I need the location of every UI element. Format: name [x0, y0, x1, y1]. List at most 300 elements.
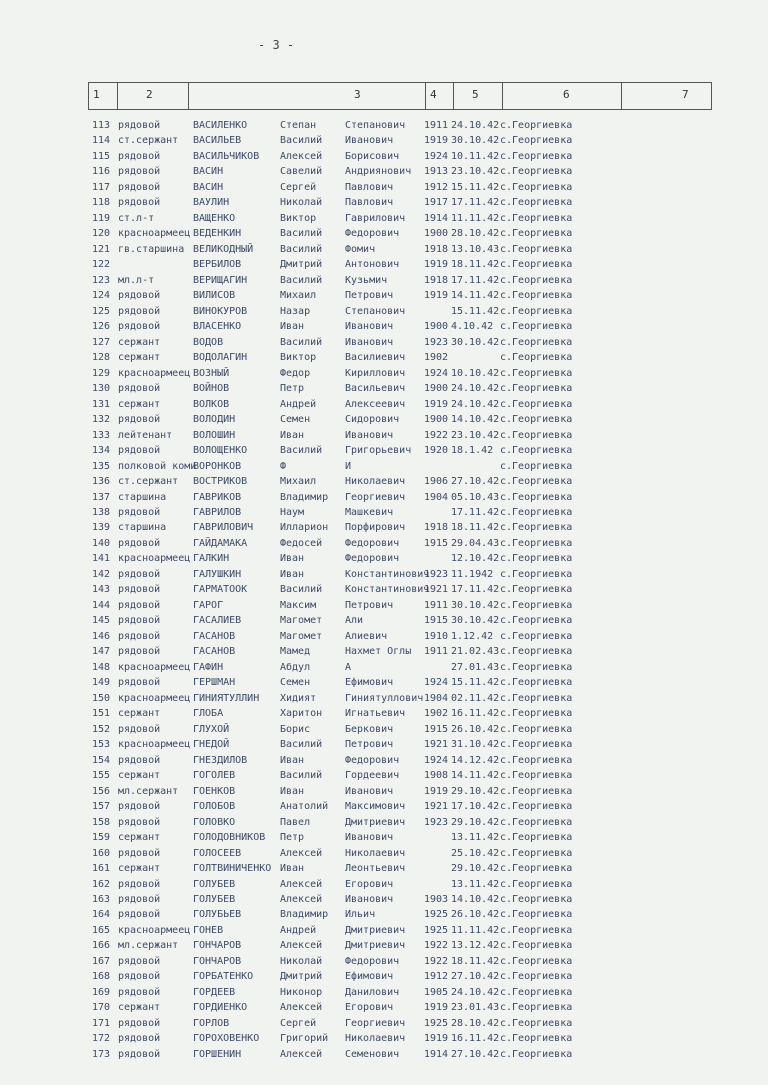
first-name: Алексей [280, 878, 323, 890]
surname: ГАВРИКОВ [193, 491, 242, 503]
row-number: 116 [92, 166, 111, 178]
table-row [0, 1047, 768, 1062]
rank: рядовой [118, 971, 161, 983]
death-date: 23.10.42 [451, 429, 500, 441]
row-number: 123 [92, 274, 111, 286]
burial-place: с.Георгиевка [500, 414, 573, 426]
burial-place: с.Георгиевка [500, 383, 573, 395]
birth-year: 1918 [424, 274, 449, 286]
table-row [0, 861, 768, 876]
death-date: 15.11.42 [451, 305, 500, 317]
burial-place: с.Георгиевка [500, 630, 573, 642]
surname: ВОЙНОВ [193, 383, 230, 395]
rank: рядовой [118, 166, 161, 178]
surname: ВОРОНКОВ [193, 460, 242, 472]
birth-year: 1915 [424, 723, 449, 735]
table-row [0, 304, 768, 319]
table-row [0, 149, 768, 164]
table-row [0, 428, 768, 443]
patronymic: Николаевич [345, 1033, 406, 1045]
row-number: 142 [92, 568, 111, 580]
row-number: 148 [92, 661, 111, 673]
birth-year: 1919 [424, 290, 449, 302]
table-row [0, 815, 768, 830]
burial-place: с.Георгиевка [500, 135, 573, 147]
rank: сержант [118, 770, 161, 782]
burial-place: с.Георгиевка [500, 692, 573, 704]
table-row [0, 722, 768, 737]
surname: ГАРОГ [193, 599, 224, 611]
patronymic: Сидорович [345, 414, 400, 426]
patronymic: Николаевич [345, 476, 406, 488]
table-row [0, 691, 768, 706]
rank: рядовой [118, 909, 161, 921]
patronymic: Максимович [345, 801, 406, 813]
death-date: 14.11.42 [451, 770, 500, 782]
surname: ВАСИЛЬЧИКОВ [193, 150, 260, 162]
first-name: Магомет [280, 615, 323, 627]
first-name: Алексей [280, 1048, 323, 1060]
burial-place: с.Георгиевка [500, 568, 573, 580]
death-date: 4.10.42 [451, 321, 494, 333]
death-date: 27.10.42 [451, 476, 500, 488]
patronymic: Игнатьевич [345, 708, 406, 720]
row-number: 128 [92, 352, 111, 364]
patronymic: Григорьевич [345, 445, 412, 457]
death-date: 18.11.42 [451, 955, 500, 967]
rank: красноармеец [118, 367, 191, 379]
surname: ВЕДЕНКИН [193, 228, 242, 240]
rank: мл.л-т [118, 274, 155, 286]
burial-place: с.Георгиевка [500, 181, 573, 193]
row-number: 134 [92, 445, 111, 457]
burial-place: с.Георгиевка [500, 336, 573, 348]
row-number: 159 [92, 832, 111, 844]
surname: ГАРМАТООК [193, 584, 248, 596]
birth-year: 1915 [424, 615, 449, 627]
surname: ГАСАНОВ [193, 646, 236, 658]
birth-year: 1922 [424, 955, 449, 967]
table-row [0, 381, 768, 396]
burial-place: с.Георгиевка [500, 599, 573, 611]
burial-place: с.Георгиевка [500, 212, 573, 224]
birth-year: 1921 [424, 584, 449, 596]
birth-year: 1904 [424, 491, 449, 503]
birth-year: 1900 [424, 383, 449, 395]
burial-place: с.Георгиевка [500, 321, 573, 333]
row-number: 125 [92, 305, 111, 317]
patronymic: Дмитриевич [345, 816, 406, 828]
patronymic: Кириллович [345, 367, 406, 379]
surname: ГОЛОДОВНИКОВ [193, 832, 266, 844]
table-row [0, 242, 768, 257]
surname: ВАЩЕНКО [193, 212, 236, 224]
surname: ВЕРБИЛОВ [193, 259, 242, 271]
birth-year: 1924 [424, 150, 449, 162]
death-date: 29.10.42 [451, 863, 500, 875]
death-date: 26.10.42 [451, 909, 500, 921]
birth-year: 1925 [424, 909, 449, 921]
birth-year: 1905 [424, 986, 449, 998]
death-date: 10.11.42 [451, 150, 500, 162]
rank: лейтенант [118, 429, 173, 441]
burial-place: с.Георгиевка [500, 166, 573, 178]
surname: ГОГОЛЕВ [193, 770, 236, 782]
patronymic: Иванович [345, 785, 394, 797]
burial-place: с.Георгиевка [500, 770, 573, 782]
birth-year: 1902 [424, 708, 449, 720]
row-number: 172 [92, 1033, 111, 1045]
patronymic: Иванович [345, 429, 394, 441]
rank: красноармеец [118, 661, 191, 673]
patronymic: Беркович [345, 723, 394, 735]
row-number: 127 [92, 336, 111, 348]
death-date: 18.1.42 [451, 445, 494, 457]
burial-place: с.Георгиевка [500, 367, 573, 379]
first-name: Петр [280, 832, 305, 844]
row-number: 144 [92, 599, 111, 611]
patronymic: Константинович [345, 584, 430, 596]
first-name: Виктор [280, 352, 317, 364]
patronymic: Ефимович [345, 677, 394, 689]
surname: ВАУЛИН [193, 197, 230, 209]
row-number: 157 [92, 801, 111, 813]
table-row [0, 846, 768, 861]
patronymic: Васильевич [345, 383, 406, 395]
surname: ВАСИЛЕНКО [193, 120, 248, 131]
patronymic: Федорович [345, 955, 400, 967]
first-name: Петр [280, 383, 305, 395]
rank: сержант [118, 398, 161, 410]
row-number: 173 [92, 1048, 111, 1060]
burial-place: с.Георгиевка [500, 986, 573, 998]
death-date: 27.10.42 [451, 1048, 500, 1060]
surname: ГОЛТВИНИЧЕНКО [193, 863, 272, 875]
table-row [0, 830, 768, 845]
death-date: 17.10.42 [451, 801, 500, 813]
table-row [0, 768, 768, 783]
first-name: Абдул [280, 661, 311, 673]
rank: рядовой [118, 305, 161, 317]
rank: рядовой [118, 986, 161, 998]
rank: красноармеец [118, 692, 191, 704]
first-name: Алексей [280, 1002, 323, 1014]
row-number: 118 [92, 197, 111, 209]
first-name: Михаил [280, 476, 317, 488]
burial-place: с.Георгиевка [500, 924, 573, 936]
birth-year: 1912 [424, 181, 449, 193]
table-row [0, 490, 768, 505]
death-date: 25.10.42 [451, 847, 500, 859]
burial-place: с.Георгиевка [500, 955, 573, 967]
burial-place: с.Георгиевка [500, 708, 573, 720]
rank: рядовой [118, 568, 161, 580]
row-number: 149 [92, 677, 111, 689]
first-name: Максим [280, 599, 317, 611]
rank: мл.сержант [118, 940, 179, 952]
burial-place: с.Георгиевка [500, 894, 573, 905]
table-row [0, 412, 768, 427]
death-date: 27.10.42 [451, 971, 500, 983]
patronymic: Данилович [345, 986, 400, 998]
burial-place: с.Георгиевка [500, 290, 573, 302]
patronymic: Петрович [345, 599, 394, 611]
table-row [0, 675, 768, 690]
death-date: 24.10.42 [451, 383, 500, 395]
table-row [0, 350, 768, 365]
birth-year: 1919 [424, 259, 449, 271]
table-row [0, 1016, 768, 1031]
burial-place: с.Георгиевка [500, 445, 573, 457]
first-name: Назар [280, 305, 311, 317]
row-number: 136 [92, 476, 111, 488]
surname: ВАСИЛЬЕВ [193, 135, 242, 147]
first-name: Магомет [280, 630, 323, 642]
patronymic: Семенович [345, 1048, 400, 1060]
death-date: 29.10.42 [451, 785, 500, 797]
birth-year: 1902 [424, 352, 449, 364]
death-date: 28.10.42 [451, 1017, 500, 1029]
surname: ГОЛУБЬЕВ [193, 909, 242, 921]
table-header [88, 82, 712, 110]
surname: ВОЛОЩЕНКО [193, 445, 248, 457]
header-col-1: 1 [93, 88, 100, 101]
rank: старшина [118, 522, 167, 534]
rank: ст.сержант [118, 476, 179, 488]
birth-year: 1918 [424, 522, 449, 534]
death-date: 27.01.43 [451, 661, 500, 673]
death-date: 17.11.42 [451, 197, 500, 209]
death-date: 12.10.42 [451, 553, 500, 565]
death-date: 16.11.42 [451, 708, 500, 720]
burial-place: с.Георгиевка [500, 878, 573, 890]
table-row [0, 985, 768, 1000]
row-number: 137 [92, 491, 111, 503]
first-name: Наум [280, 507, 305, 518]
table-row [0, 892, 768, 907]
first-name: Никонор [280, 986, 323, 998]
table-row [0, 799, 768, 814]
birth-year: 1914 [424, 212, 449, 224]
burial-place: с.Георгиевка [500, 460, 573, 472]
surname: ВОЛОШИН [193, 429, 236, 441]
surname: ВАСИН [193, 166, 224, 178]
table-row [0, 567, 768, 582]
table-row [0, 211, 768, 226]
burial-place: с.Георгиевка [500, 816, 573, 828]
surname: ГНЕДОЙ [193, 739, 230, 751]
table-row [0, 474, 768, 489]
burial-place: с.Георгиевка [500, 429, 573, 441]
burial-place: с.Георгиевка [500, 1017, 573, 1029]
surname: ГОРДИЕНКО [193, 1002, 248, 1014]
row-number: 164 [92, 909, 111, 921]
death-date: 13.11.42 [451, 832, 500, 844]
patronymic: Али [345, 615, 364, 627]
birth-year: 1913 [424, 166, 449, 178]
table-row [0, 366, 768, 381]
row-number: 156 [92, 785, 111, 797]
first-name: Василий [280, 584, 323, 596]
first-name: Федосей [280, 537, 323, 549]
patronymic: Дмитриевич [345, 924, 406, 936]
patronymic: Николаевич [345, 847, 406, 859]
burial-place: с.Георгиевка [500, 754, 573, 766]
burial-place: с.Георгиевка [500, 801, 573, 813]
burial-place: с.Георгиевка [500, 352, 573, 364]
first-name: Василий [280, 228, 323, 240]
patronymic: Ефимович [345, 971, 394, 983]
death-date: 31.10.42 [451, 739, 500, 751]
birth-year: 1911 [424, 599, 449, 611]
birth-year: 1904 [424, 692, 449, 704]
death-date: 15.11.42 [451, 677, 500, 689]
surname: ВЕРИЩАГИН [193, 274, 248, 286]
burial-place: с.Георгиевка [500, 832, 573, 844]
death-date: 14.11.42 [451, 290, 500, 302]
first-name: Василий [280, 243, 323, 255]
rank: ст.л-т [118, 212, 155, 224]
burial-place: с.Георгиевка [500, 863, 573, 875]
birth-year: 1908 [424, 770, 449, 782]
burial-place: с.Георгиевка [500, 1048, 573, 1060]
table-row [0, 660, 768, 675]
table-row [0, 629, 768, 644]
death-date: 24.10.42 [451, 120, 500, 131]
burial-place: с.Георгиевка [500, 476, 573, 488]
first-name: Иван [280, 863, 305, 875]
burial-place: с.Георгиевка [500, 305, 573, 317]
row-number: 130 [92, 383, 111, 395]
rank: ст.сержант [118, 135, 179, 147]
surname: ГОЛОВКО [193, 816, 236, 828]
row-number: 168 [92, 971, 111, 983]
first-name: Семен [280, 677, 311, 689]
surname: ГАФИН [193, 661, 224, 673]
first-name: Семен [280, 414, 311, 426]
row-number: 131 [92, 398, 111, 410]
burial-place: с.Георгиевка [500, 274, 573, 286]
table-row [0, 118, 768, 133]
first-name: Алексей [280, 894, 323, 905]
rank: рядовой [118, 615, 161, 627]
patronymic: Андриянович [345, 166, 412, 178]
table-row [0, 443, 768, 458]
table-row [0, 1031, 768, 1046]
death-date: 11.11.42 [451, 212, 500, 224]
burial-place: с.Георгиевка [500, 661, 573, 673]
rank: рядовой [118, 150, 161, 162]
row-number: 161 [92, 863, 111, 875]
patronymic: И [345, 460, 352, 472]
death-date: 13.10.43 [451, 243, 500, 255]
table-row [0, 164, 768, 179]
table-row [0, 907, 768, 922]
row-number: 163 [92, 894, 111, 905]
table-row [0, 877, 768, 892]
death-date: 30.10.42 [451, 615, 500, 627]
patronymic: Павлович [345, 197, 394, 209]
death-date: 26.10.42 [451, 723, 500, 735]
row-number: 129 [92, 367, 111, 379]
birth-year: 1923 [424, 816, 449, 828]
first-name: Виктор [280, 212, 317, 224]
table-row [0, 582, 768, 597]
surname: ГАСАЛИЕВ [193, 615, 242, 627]
first-name: Николай [280, 955, 323, 967]
surname: ВАСИН [193, 181, 224, 193]
first-name: Савелий [280, 166, 323, 178]
burial-place: с.Георгиевка [500, 971, 573, 983]
birth-year: 1925 [424, 924, 449, 936]
rank: рядовой [118, 507, 161, 518]
birth-year: 1919 [424, 785, 449, 797]
death-date: 24.10.42 [451, 398, 500, 410]
death-date: 14.12.42 [451, 754, 500, 766]
surname: ГОРДЕЕВ [193, 986, 236, 998]
death-date: 10.10.42 [451, 367, 500, 379]
row-number: 124 [92, 290, 111, 302]
patronymic: Федорович [345, 537, 400, 549]
death-date: 05.10.43 [451, 491, 500, 503]
rank: рядовой [118, 894, 161, 905]
birth-year: 1922 [424, 429, 449, 441]
patronymic: Георгиевич [345, 1017, 406, 1029]
table-row [0, 288, 768, 303]
rank: сержант [118, 1002, 161, 1014]
row-number: 135 [92, 460, 111, 472]
table-row [0, 536, 768, 551]
first-name: Иван [280, 754, 305, 766]
first-name: Владимир [280, 909, 329, 921]
table-row [0, 335, 768, 350]
patronymic: Павлович [345, 181, 394, 193]
burial-place: с.Георгиевка [500, 491, 573, 503]
first-name: Василий [280, 274, 323, 286]
surname: ВЛАСЕНКО [193, 321, 242, 333]
birth-year: 1921 [424, 801, 449, 813]
surname: ВИЛИСОВ [193, 290, 236, 302]
patronymic: Ильич [345, 909, 376, 921]
patronymic: Алиевич [345, 630, 388, 642]
row-number: 153 [92, 739, 111, 751]
birth-year: 1919 [424, 1033, 449, 1045]
table-row [0, 613, 768, 628]
rank: рядовой [118, 816, 161, 828]
first-name: Василий [280, 336, 323, 348]
rank: старшина [118, 491, 167, 503]
birth-year: 1920 [424, 445, 449, 457]
surname: ГАЛКИН [193, 553, 230, 565]
rank: рядовой [118, 646, 161, 658]
first-name: Владимир [280, 491, 329, 503]
burial-place: с.Георгиевка [500, 120, 573, 131]
table-row [0, 505, 768, 520]
first-name: Харитон [280, 708, 323, 720]
row-number: 166 [92, 940, 111, 952]
surname: ВЕЛИКОДНЫЙ [193, 243, 254, 255]
death-date: 16.11.42 [451, 1033, 500, 1045]
rank: рядовой [118, 1048, 161, 1060]
birth-year: 1917 [424, 197, 449, 209]
first-name: Алексей [280, 847, 323, 859]
table-row [0, 706, 768, 721]
table-row [0, 969, 768, 984]
row-number: 171 [92, 1017, 111, 1029]
rank: рядовой [118, 630, 161, 642]
table-row [0, 737, 768, 752]
burial-place: с.Георгиевка [500, 723, 573, 735]
